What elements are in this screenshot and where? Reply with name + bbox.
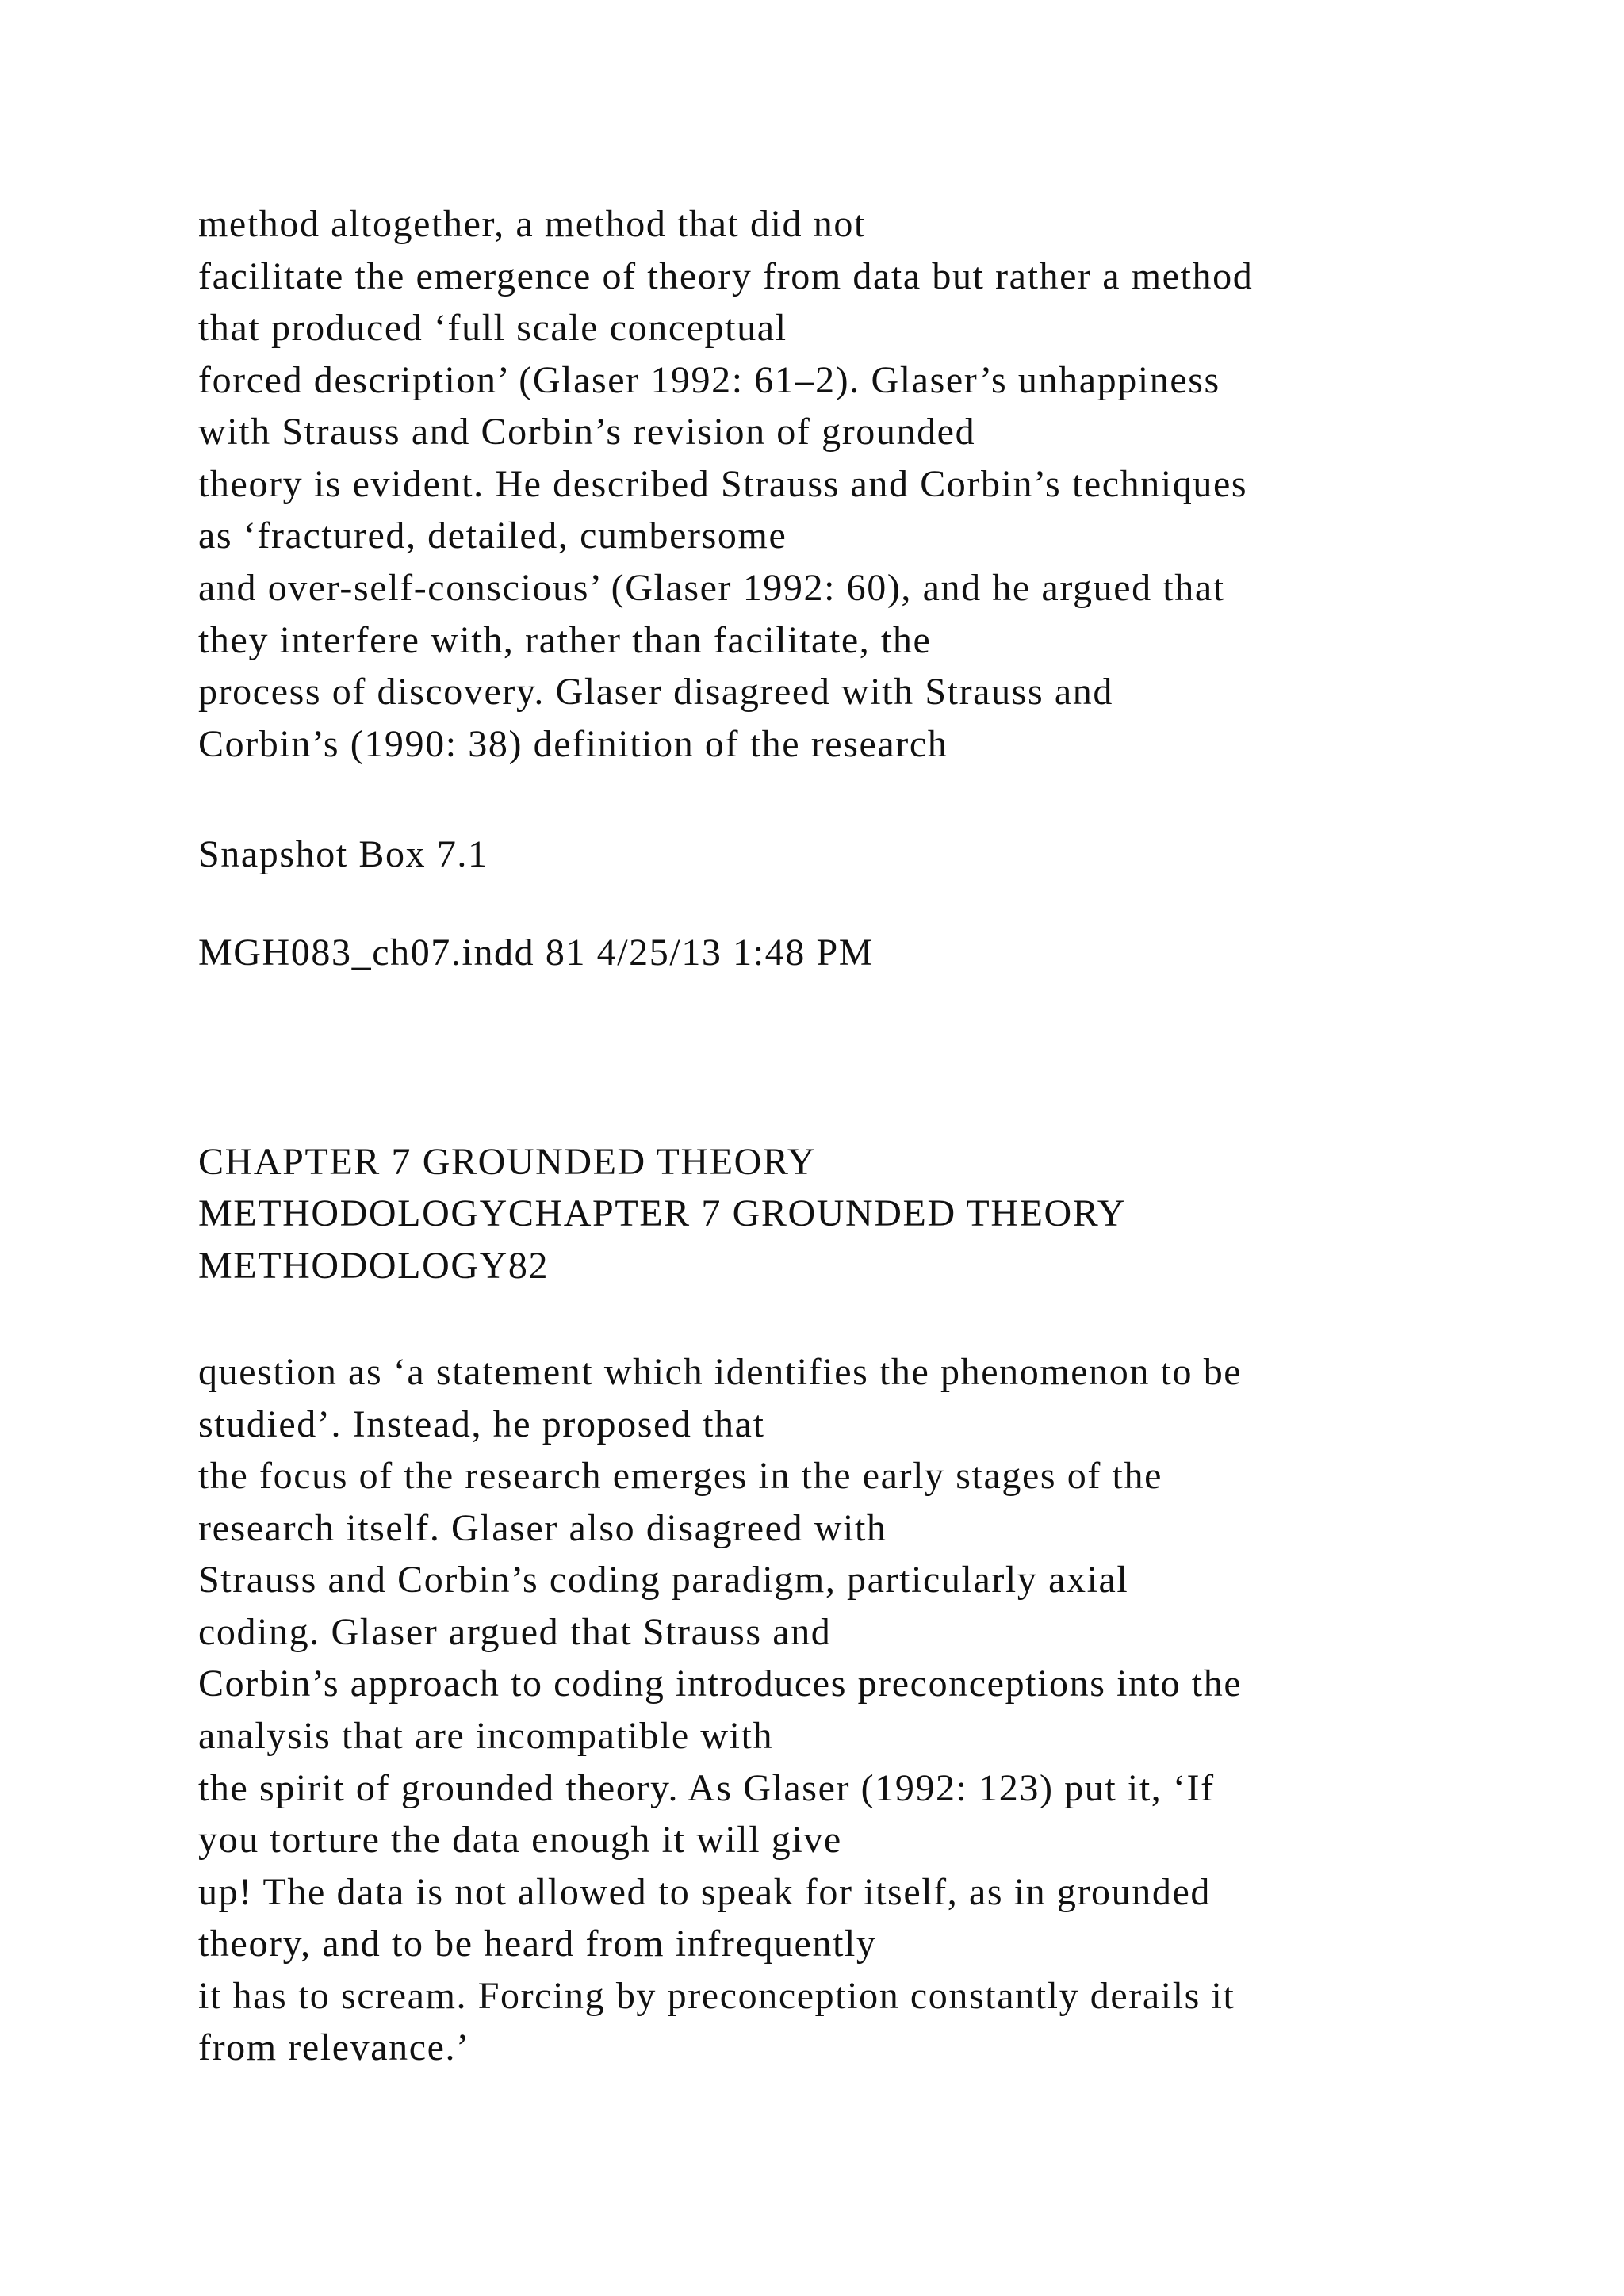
running-header-line: CHAPTER 7 GROUNDED THEORY <box>198 1141 817 1183</box>
paragraph-2-line: Strauss and Corbin’s coding paradigm, particularly axial <box>198 1559 1129 1601</box>
file-info-line: MGH083_ch07.indd 81 4/25/13 1:48 PM <box>198 932 875 974</box>
paragraph-1-line: that produced ‘full scale conceptual <box>198 307 787 349</box>
paragraph-2-line: research itself. Glaser also disagreed with <box>198 1507 887 1549</box>
paragraph-1-line: facilitate the emergence of theory from data but rather a method <box>198 255 1254 297</box>
paragraph-2-line: theory, and to be heard from infrequently <box>198 1923 877 1965</box>
paragraph-1-line: with Strauss and Corbin’s revision of grounded <box>198 411 976 453</box>
paragraph-1-line: process of discovery. Glaser disagreed with Strauss and <box>198 671 1113 713</box>
paragraph-1-line: and over-self-conscious’ (Glaser 1992: 60), and he argued that <box>198 567 1225 609</box>
paragraph-2-line: analysis that are incompatible with <box>198 1715 774 1757</box>
paragraph-2-line: from relevance.’ <box>198 2026 470 2068</box>
paragraph-2-line: coding. Glaser argued that Strauss and <box>198 1611 832 1653</box>
paragraph-1-line: Corbin’s (1990: 38) definition of the research <box>198 723 948 765</box>
running-header-line: METHODOLOGYCHAPTER 7 GROUNDED THEORY <box>198 1192 1127 1234</box>
paragraph-1-line: method altogether, a method that did not <box>198 203 866 245</box>
paragraph-2-line: question as ‘a statement which identifies the phenomenon to be <box>198 1351 1243 1393</box>
paragraph-1-line: forced description’ (Glaser 1992: 61–2). Glaser’s unhappiness <box>198 359 1220 401</box>
paragraph-1-line: they interfere with, rather than facilitate, the <box>198 619 932 661</box>
paragraph-2-line: studied’. Instead, he proposed that <box>198 1403 765 1445</box>
running-header-line: METHODOLOGY82 <box>198 1245 550 1287</box>
paragraph-2-line: you torture the data enough it will give <box>198 1819 842 1861</box>
paragraph-2-line: the focus of the research emerges in the early stages of the <box>198 1455 1162 1497</box>
paragraph-2-line: Corbin’s approach to coding introduces preconceptions into the <box>198 1663 1243 1705</box>
paragraph-1-line: theory is evident. He described Strauss and Corbin’s techniques <box>198 463 1248 505</box>
paragraph-2-line: the spirit of grounded theory. As Glaser (1992: 123) put it, ‘If <box>198 1767 1215 1809</box>
snapshot-box-label: Snapshot Box 7.1 <box>198 833 488 875</box>
paragraph-2-line: up! The data is not allowed to speak for itself, as in grounded <box>198 1871 1211 1913</box>
paragraph-1-line: as ‘fractured, detailed, cumbersome <box>198 515 787 557</box>
paragraph-2-line: it has to scream. Forcing by preconception constantly derails it <box>198 1975 1235 2017</box>
